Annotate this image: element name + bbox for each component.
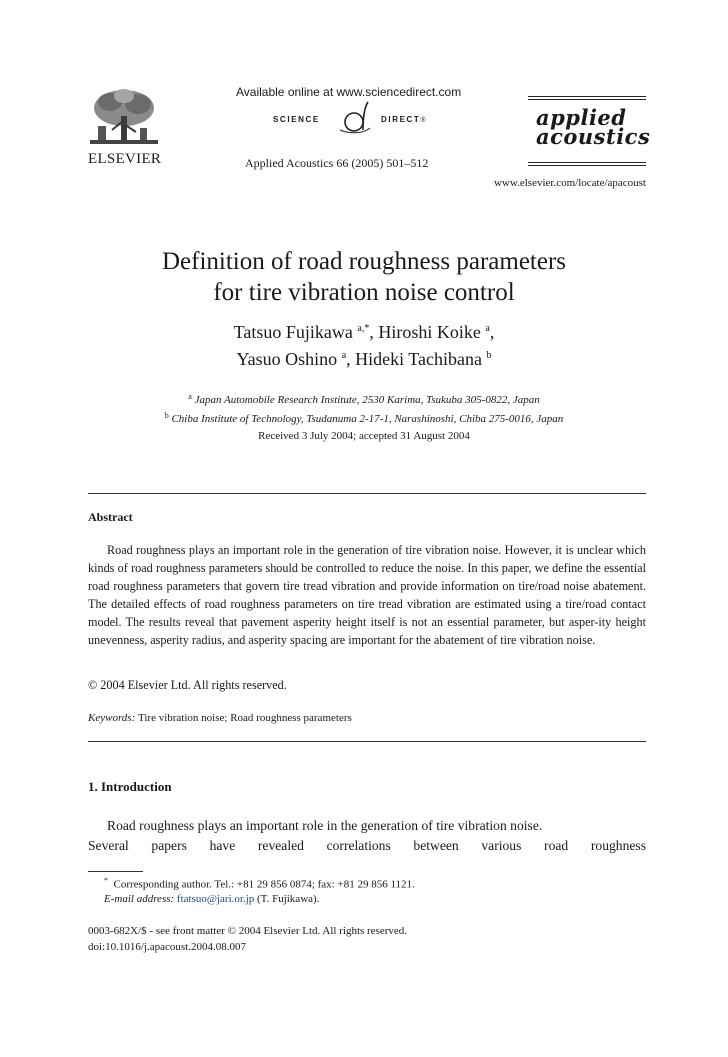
- doi: doi:10.1016/j.apacoust.2004.08.007: [88, 941, 246, 953]
- footnote-rule: [88, 871, 143, 872]
- title-line-2: for tire vibration noise control: [213, 279, 515, 306]
- sciencedirect-logo-left: SCIENCE: [273, 115, 320, 124]
- abstract-copyright: © 2004 Elsevier Ltd. All rights reserved.: [88, 678, 287, 692]
- journal-logo-line1: applied: [536, 105, 627, 130]
- author-oshino: Yasuo Oshino: [236, 349, 338, 369]
- available-online-text: Available online at www.sciencedirect.com: [236, 85, 462, 99]
- author-oshino-affil: a: [341, 350, 347, 361]
- sciencedirect-logo: [273, 102, 443, 140]
- journal-logo: [528, 96, 651, 170]
- introduction-line-2: Several papers have revealed correlations between various road roughness: [88, 838, 646, 853]
- footnote-corresponding: * Corresponding author. Tel.: +81 29 856 0874; fax: +81 29 856 1121.: [104, 876, 415, 891]
- sciencedirect-logo-right: DIRECT®: [381, 115, 428, 124]
- divider-bottom: [88, 741, 646, 742]
- keywords: Keywords: Tire vibration noise; Road roughness parameters: [88, 712, 352, 724]
- abstract-heading: Abstract: [88, 510, 133, 524]
- introduction-body: [88, 816, 646, 856]
- journal-citation: Applied Acoustics 66 (2005) 501–512: [245, 156, 429, 170]
- front-matter: 0003-682X/$ - see front matter © 2004 Elsevier Ltd. All rights reserved.: [88, 925, 408, 937]
- publisher-name: ELSEVIER: [88, 151, 162, 167]
- affiliation-b: $^b$ Chiba Institute of Technology, Tsudanuma 2-17-1, Narashinoshi, Chiba 275-0016, Japan: [164, 411, 564, 425]
- author-list: Tatsuo Fujikawa $^{a,*}$, Hiroshi Koike $^a$, Yasuo Oshino $^a$, Hideki Tachibana $^b$: [233, 322, 495, 369]
- elsevier-tree-logo-icon: [88, 86, 160, 148]
- affiliation-a: $^a$ Japan Automobile Research Institute, 2530 Karima, Tsukuba 305-0822, Japan: [188, 392, 540, 406]
- email-link[interactable]: ftatsuo@jari.or.jp: [176, 893, 255, 905]
- affiliations: [0, 389, 728, 427]
- author-fujikawa: Tatsuo Fujikawa: [233, 322, 353, 342]
- title-line-1: Definition of road roughness parameters: [161, 248, 567, 275]
- divider-top: [88, 493, 646, 494]
- author-koike: , Hiroshi Koike: [369, 322, 481, 342]
- introduction-heading: 1. Introduction: [88, 779, 172, 794]
- author-koike-affil: a: [485, 323, 490, 334]
- author-tachibana-affil: b: [486, 350, 492, 361]
- footnote-email: E-mail address: ftatsuo@jari.or.jp (T. Fujikawa).: [104, 893, 320, 905]
- journal-logo-line2: acoustics: [536, 124, 651, 149]
- article-title: [0, 246, 728, 308]
- journal-url-link[interactable]: www.elsevier.com/locate/apacoust: [493, 177, 646, 189]
- author-fujikawa-affil: a,*: [357, 323, 370, 334]
- abstract-body: Road roughness plays an important role in the generation of tire vibration noise. However, it is unclear which kinds of road roughness parameters should be controlled to reduce the noise. In this paper, we define the essential road roughness parameters that govern tire tread vibration and provide information on tire/road noise abatement. The detailed effects of road roughness parameters on tire tread vibration are estimated using a tire/road contact model. The results reveal that pavement asperity height itself is not an essential parameter, but asper-ity height unevenness, asperity radius, and asperity spacing are important for the abatement of tire vibration noise.: [88, 543, 646, 647]
- introduction-line-1: Road roughness plays an important role in the generation of tire vibration noise.: [107, 818, 543, 833]
- author-tachibana: , Hideki Tachibana: [346, 349, 483, 369]
- sciencedirect-d-icon: [337, 100, 373, 136]
- received-dates: Received 3 July 2004; accepted 31 August 2004: [258, 430, 470, 442]
